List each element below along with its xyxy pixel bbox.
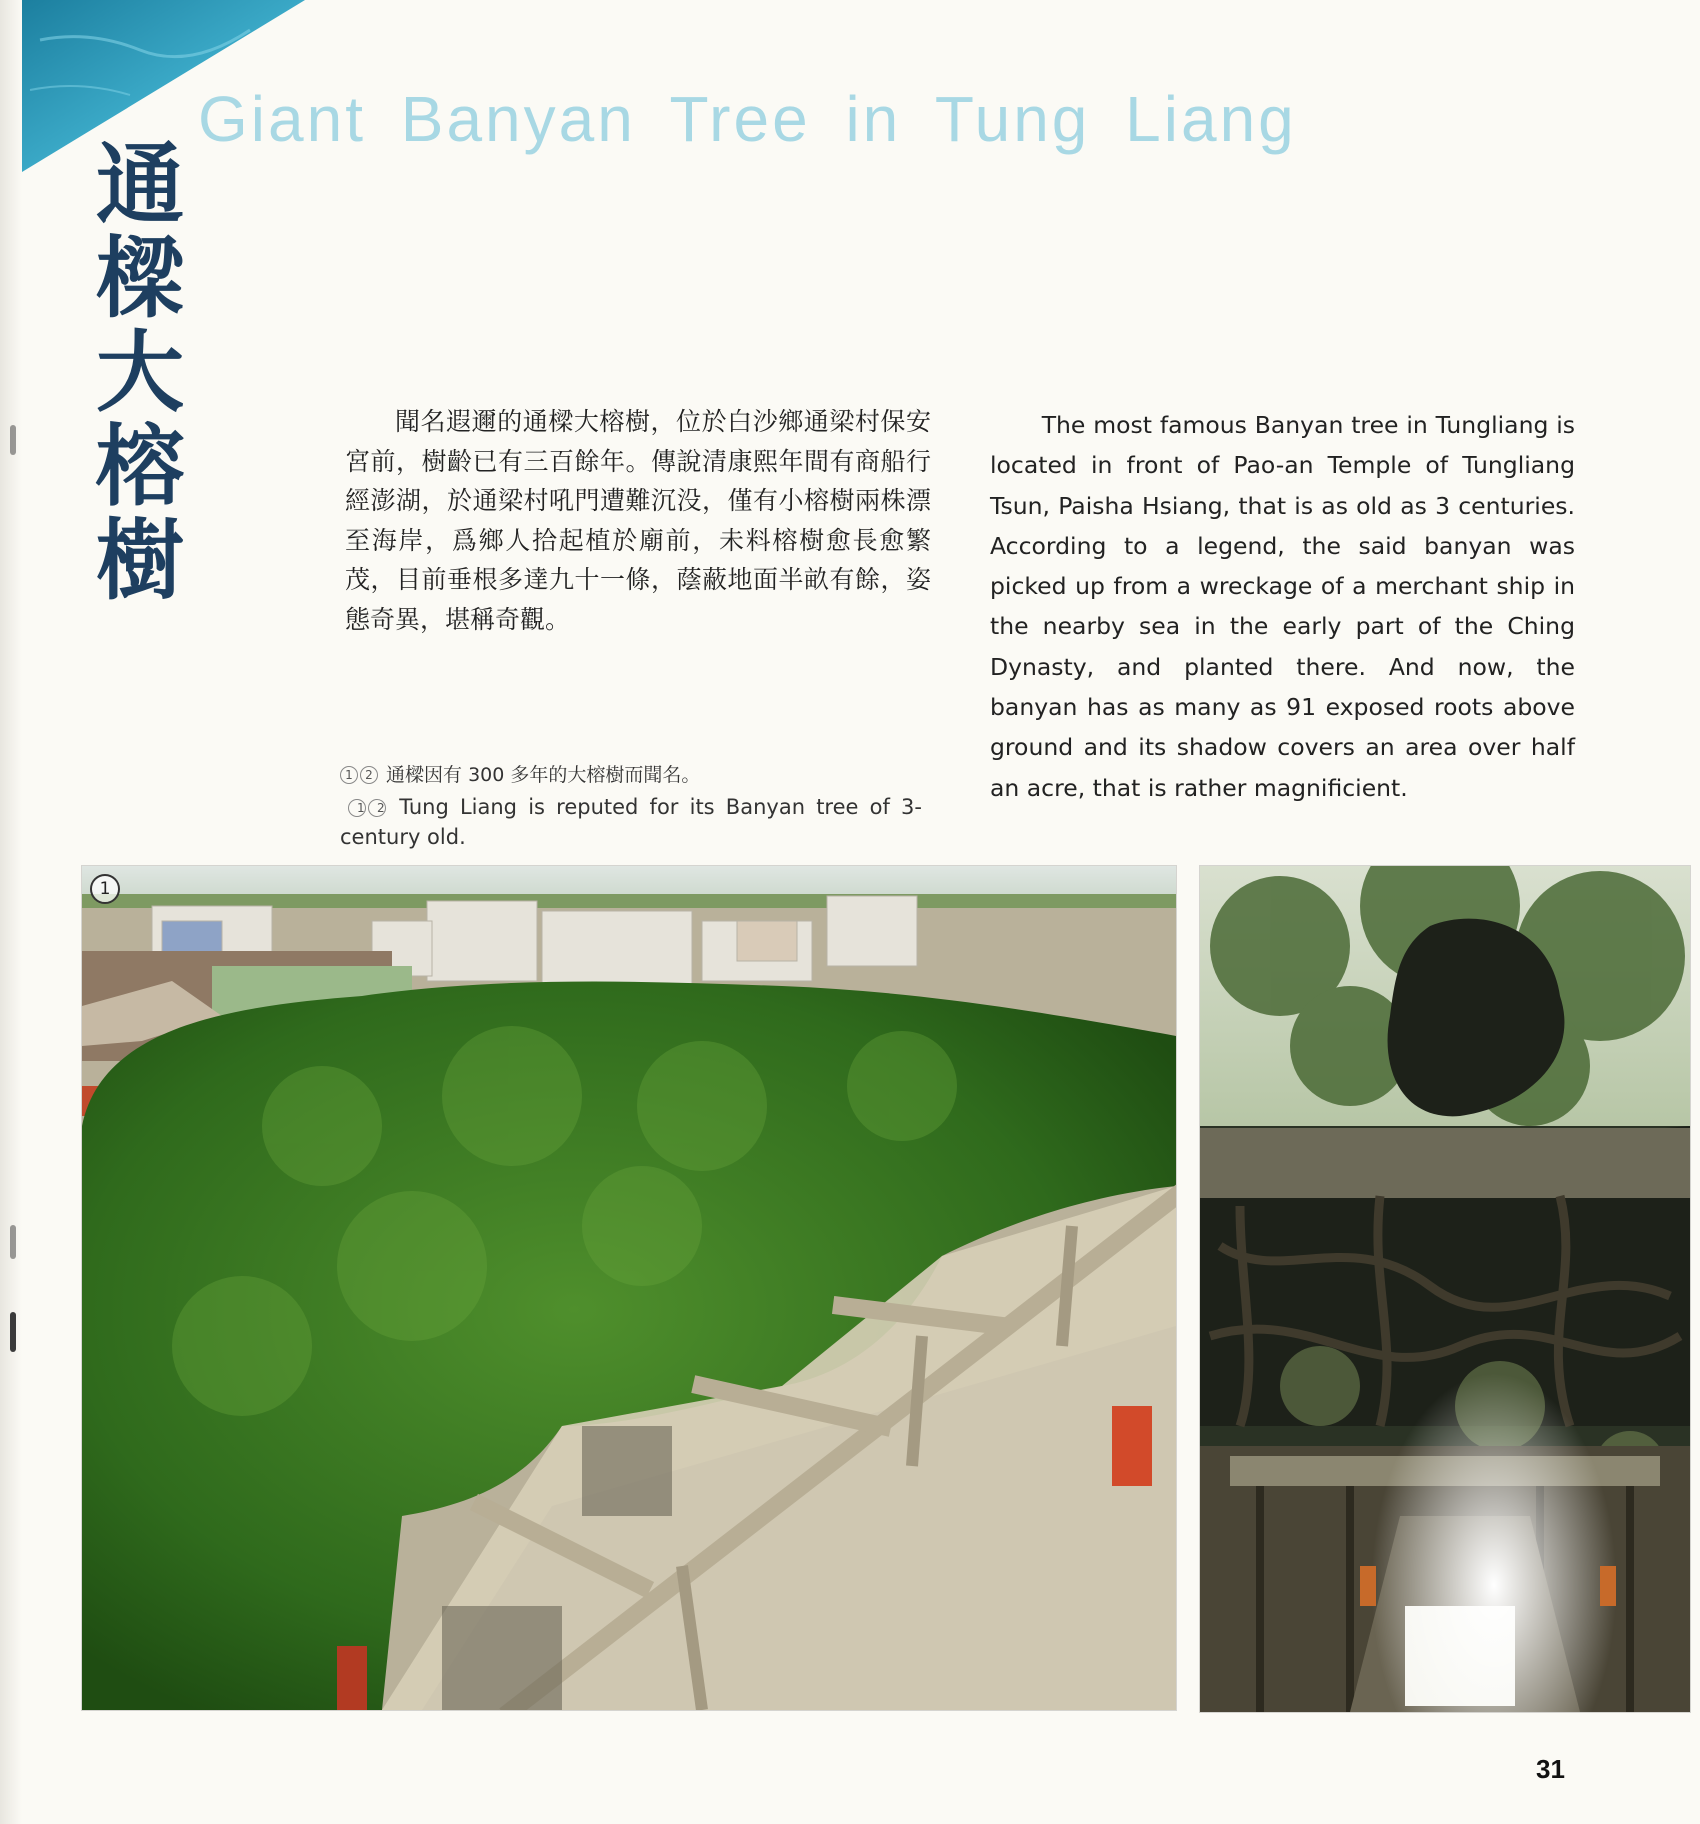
body-text-en: The most famous Banyan tree in Tungliang is located in front of Pao-an Temple of Tungliang Tsun, Paisha Hsiang, that is as old as 3 centuries. According to a legend, the said banyan was picked up from a wreckage of a merchant ship in the nearby sea in the early part of the Ching Dynasty, and planted there. And now, the banyan has as many as 91 exposed roots above ground and its shadow covers an area over half an acre, that is rather magnificient. xyxy=(990,411,1575,802)
caption-text-zh: 通樑因有 300 多年的大榕樹而聞名。 xyxy=(386,764,701,786)
binding-mark xyxy=(10,1312,16,1352)
binding-mark xyxy=(10,425,16,455)
photo-banyan-aerial xyxy=(82,866,1176,1710)
photo-caption-zh xyxy=(340,760,700,787)
caption-marker-2: 2 xyxy=(368,799,386,817)
page-title-en: Giant Banyan Tree in Tung Liang xyxy=(198,83,1297,155)
caption-text-en: Tung Liang is reputed for its Banyan tree of 3-century old. xyxy=(340,795,922,849)
caption-marker-1: 1 xyxy=(348,799,366,817)
page-number: 31 xyxy=(1536,1754,1565,1784)
caption-marker-2: 2 xyxy=(360,766,378,784)
photo-caption-en xyxy=(340,792,922,852)
binding-mark xyxy=(10,1225,16,1259)
body-text-zh: 聞名遐邇的通樑大榕樹，位於白沙鄉通梁村保安宮前，樹齡已有三百餘年。傳說清康熙年間有商船行經澎湖，於通梁村吼門遭難沉没，僅有小榕樹兩株漂至海岸，爲鄉人拾起植於廟前，未料榕樹愈長愈繁茂，目前垂根多達九十一條，蔭蔽地面半畝有餘，姿態奇異，堪稱奇觀。 xyxy=(345,407,931,634)
page-title-zh: 通樑大榕樹 xyxy=(95,133,184,612)
photo-banyan-roots xyxy=(1200,866,1690,1712)
caption-marker-1: 1 xyxy=(340,766,358,784)
page-gutter-shadow xyxy=(0,0,22,1824)
photo-1-badge: 1 xyxy=(90,874,120,904)
